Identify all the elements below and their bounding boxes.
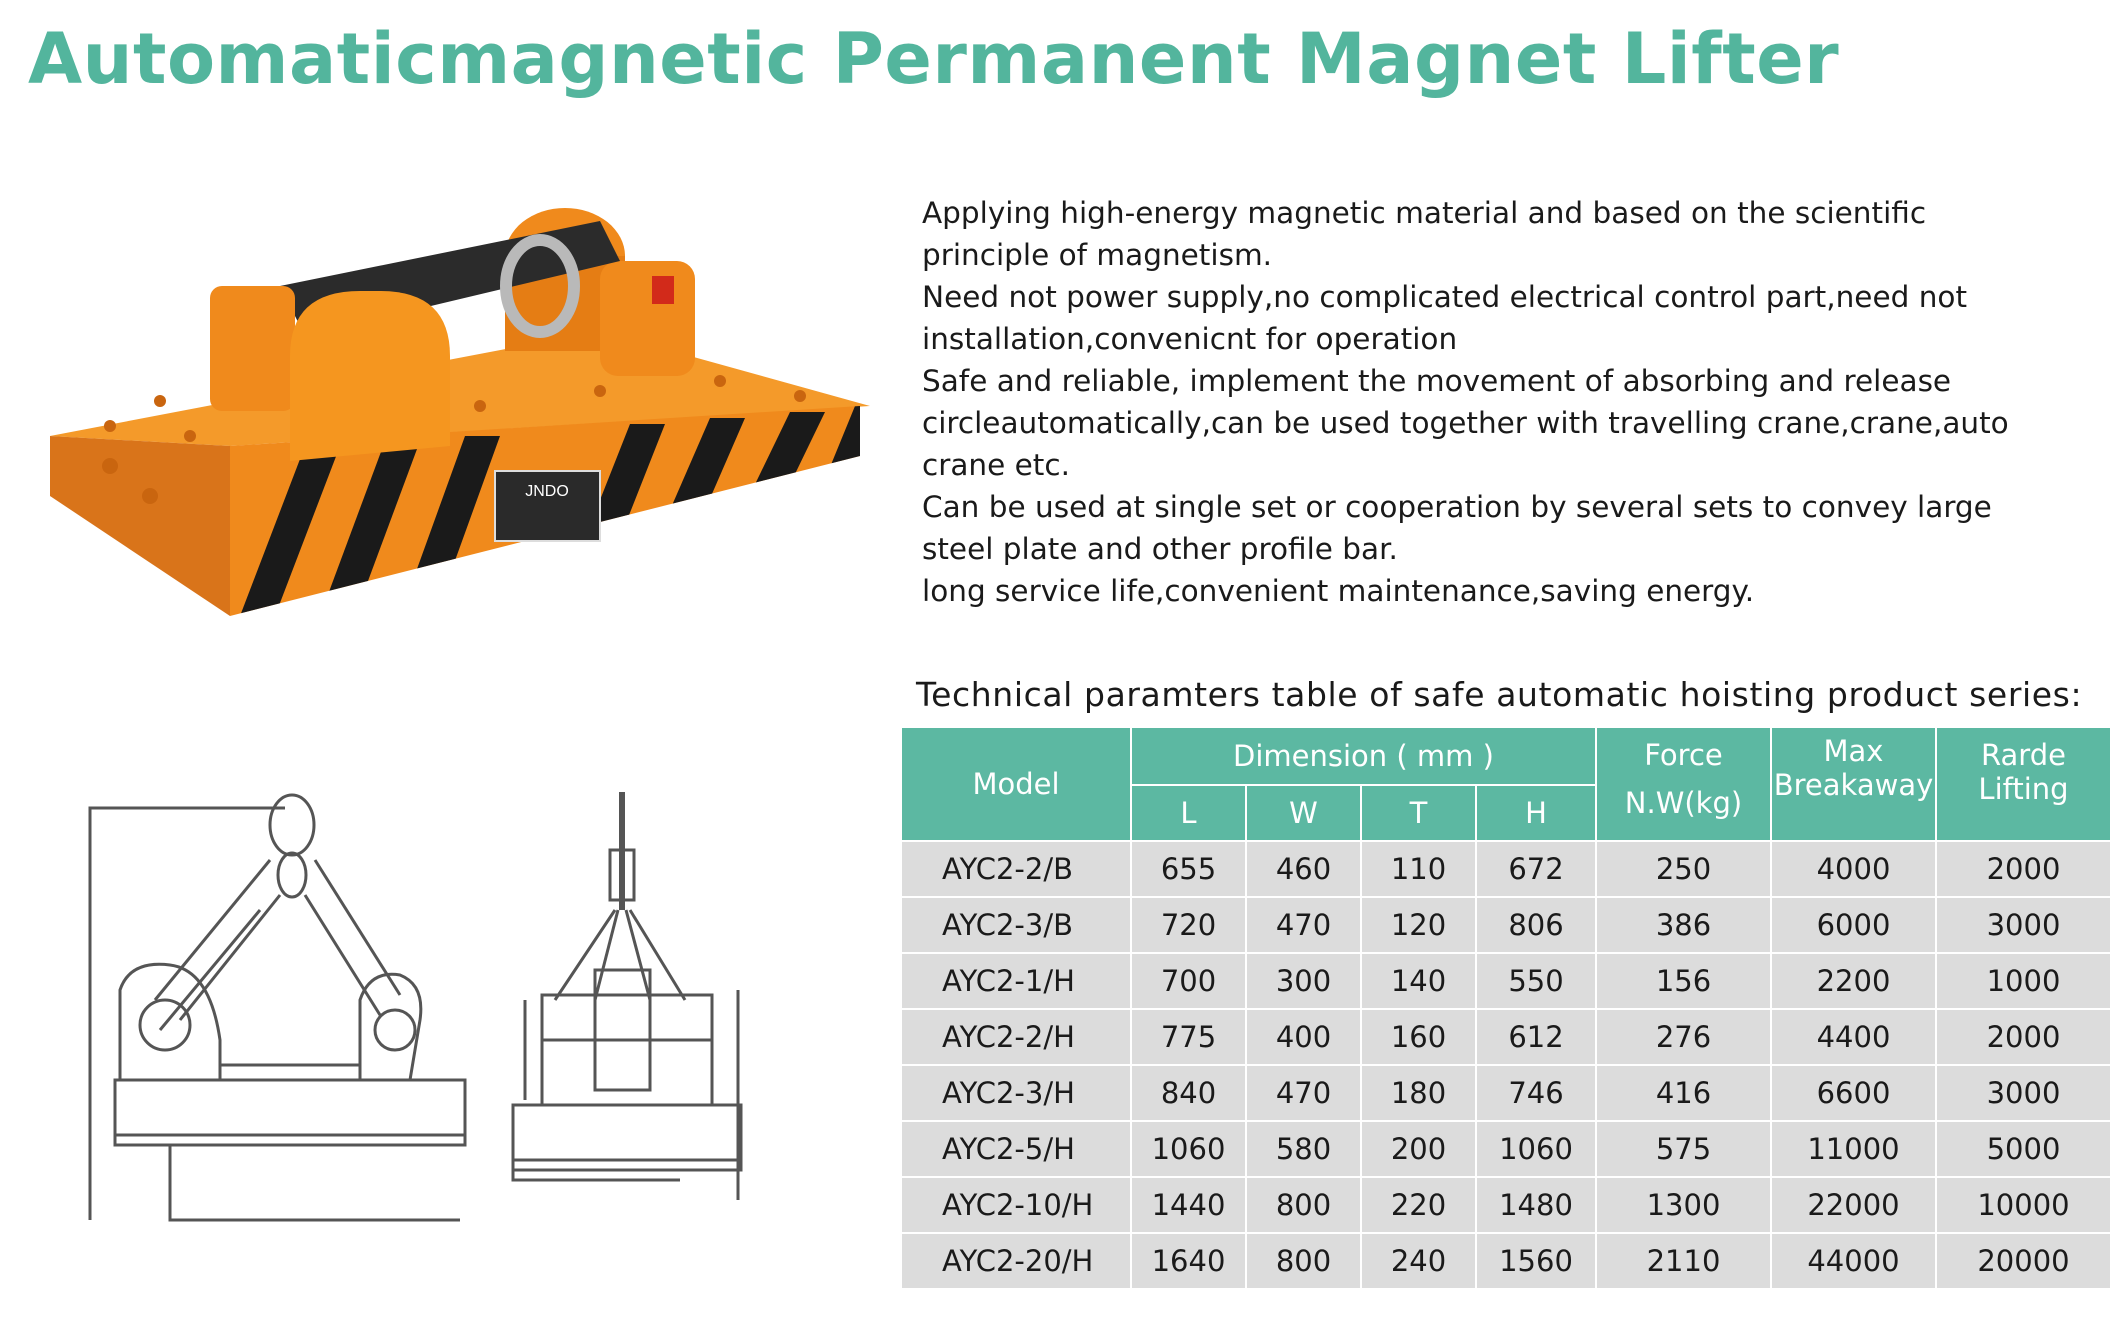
description-line: Can be used at single set or cooperation by several sets to convey large bbox=[922, 490, 1992, 524]
header-H: H bbox=[1476, 785, 1596, 841]
header-model: Model bbox=[901, 727, 1131, 841]
cell-T: 180 bbox=[1361, 1065, 1476, 1121]
description-line: Safe and reliable, implement the movement of absorbing and release bbox=[922, 364, 1952, 398]
cell-model: AYC2-20/H bbox=[901, 1233, 1131, 1289]
cell-rarde: 3000 bbox=[1936, 1065, 2111, 1121]
cell-W: 400 bbox=[1246, 1009, 1361, 1065]
cell-force: 276 bbox=[1596, 1009, 1771, 1065]
header-dimension: Dimension ( mm ) bbox=[1131, 727, 1596, 785]
cell-model: AYC2-10/H bbox=[901, 1177, 1131, 1233]
header-force bbox=[1596, 727, 1771, 841]
cell-L: 1060 bbox=[1131, 1121, 1246, 1177]
cell-H: 1480 bbox=[1476, 1177, 1596, 1233]
cell-L: 700 bbox=[1131, 953, 1246, 1009]
cell-rarde: 5000 bbox=[1936, 1121, 2111, 1177]
header-W: W bbox=[1246, 785, 1361, 841]
description-line: crane etc. bbox=[922, 448, 1070, 482]
description-line: Applying high-energy magnetic material and based on the scientific bbox=[922, 196, 1927, 230]
cell-rarde: 10000 bbox=[1936, 1177, 2111, 1233]
cell-T: 200 bbox=[1361, 1121, 1476, 1177]
cell-W: 300 bbox=[1246, 953, 1361, 1009]
left-housing bbox=[210, 286, 295, 411]
side-view-drawing bbox=[513, 792, 741, 1200]
front-drum bbox=[290, 291, 450, 461]
cell-H: 612 bbox=[1476, 1009, 1596, 1065]
cell-model: AYC2-1/H bbox=[901, 953, 1131, 1009]
cell-W: 580 bbox=[1246, 1121, 1361, 1177]
nameplate-brand: JNDO bbox=[525, 483, 569, 500]
table-row bbox=[901, 1233, 2111, 1289]
spec-table-body bbox=[901, 841, 2111, 1289]
cell-force: 386 bbox=[1596, 897, 1771, 953]
cell-W: 470 bbox=[1246, 1065, 1361, 1121]
cell-rarde: 2000 bbox=[1936, 1009, 2111, 1065]
cell-L: 1640 bbox=[1131, 1233, 1246, 1289]
table-row bbox=[901, 841, 2111, 897]
header-rarde-lifting bbox=[1936, 727, 2111, 841]
cell-rarde: 20000 bbox=[1936, 1233, 2111, 1289]
cell-T: 120 bbox=[1361, 897, 1476, 953]
cell-H: 1060 bbox=[1476, 1121, 1596, 1177]
header-force-line1: Force bbox=[1644, 738, 1723, 772]
cell-force: 416 bbox=[1596, 1065, 1771, 1121]
table-row bbox=[901, 1177, 2111, 1233]
cell-max: 11000 bbox=[1771, 1121, 1936, 1177]
header-rarde-line2: Lifting bbox=[1978, 772, 2069, 806]
technical-drawing bbox=[70, 780, 770, 1240]
header-max-line1: Max bbox=[1823, 734, 1884, 768]
cell-L: 840 bbox=[1131, 1065, 1246, 1121]
right-block bbox=[600, 261, 695, 376]
cell-model: AYC2-5/H bbox=[901, 1121, 1131, 1177]
header-force-line2: N.W(kg) bbox=[1624, 786, 1743, 820]
table-caption: Technical paramters table of safe automatic hoisting product series: bbox=[916, 675, 2083, 714]
cell-T: 110 bbox=[1361, 841, 1476, 897]
red-knob bbox=[652, 276, 674, 304]
cell-H: 550 bbox=[1476, 953, 1596, 1009]
table-row bbox=[901, 1009, 2111, 1065]
cell-W: 460 bbox=[1246, 841, 1361, 897]
cell-rarde: 1000 bbox=[1936, 953, 2111, 1009]
cell-T: 240 bbox=[1361, 1233, 1476, 1289]
cell-W: 800 bbox=[1246, 1177, 1361, 1233]
cell-T: 220 bbox=[1361, 1177, 1476, 1233]
header-row bbox=[901, 727, 2111, 785]
cell-force: 575 bbox=[1596, 1121, 1771, 1177]
cell-model: AYC2-2/B bbox=[901, 841, 1131, 897]
description bbox=[922, 192, 2022, 612]
cell-T: 160 bbox=[1361, 1009, 1476, 1065]
cell-max: 6600 bbox=[1771, 1065, 1936, 1121]
description-line: steel plate and other profile bar. bbox=[922, 532, 1398, 566]
description-line: circleautomatically,can be used together with travelling crane,crane,auto bbox=[922, 406, 2009, 440]
cell-T: 140 bbox=[1361, 953, 1476, 1009]
table-row bbox=[901, 1121, 2111, 1177]
description-line: Need not power supply,no complicated electrical control part,need not bbox=[922, 280, 1968, 314]
header-T: T bbox=[1361, 785, 1476, 841]
cell-rarde: 2000 bbox=[1936, 841, 2111, 897]
cell-max: 4000 bbox=[1771, 841, 1936, 897]
cell-max: 4400 bbox=[1771, 1009, 1936, 1065]
description-line: principle of magnetism. bbox=[922, 238, 1273, 272]
cell-force: 156 bbox=[1596, 953, 1771, 1009]
cell-W: 800 bbox=[1246, 1233, 1361, 1289]
cell-L: 1440 bbox=[1131, 1177, 1246, 1233]
cell-H: 672 bbox=[1476, 841, 1596, 897]
cell-H: 1560 bbox=[1476, 1233, 1596, 1289]
cell-force: 1300 bbox=[1596, 1177, 1771, 1233]
cell-rarde: 3000 bbox=[1936, 897, 2111, 953]
header-L: L bbox=[1131, 785, 1246, 841]
cell-max: 22000 bbox=[1771, 1177, 1936, 1233]
description-line: long service life,convenient maintenance,saving energy. bbox=[922, 574, 1755, 608]
cell-W: 470 bbox=[1246, 897, 1361, 953]
cell-H: 806 bbox=[1476, 897, 1596, 953]
cell-L: 775 bbox=[1131, 1009, 1246, 1065]
header-rarde-line1: Rarde bbox=[1981, 738, 2066, 772]
cell-force: 2110 bbox=[1596, 1233, 1771, 1289]
header-max-breakaway bbox=[1771, 727, 1936, 841]
nameplate bbox=[495, 471, 600, 541]
cell-max: 6000 bbox=[1771, 897, 1936, 953]
cell-max: 2200 bbox=[1771, 953, 1936, 1009]
cell-force: 250 bbox=[1596, 841, 1771, 897]
cell-model: AYC2-3/H bbox=[901, 1065, 1131, 1121]
header-max-line2: Breakaway bbox=[1773, 768, 1934, 802]
table-row bbox=[901, 953, 2111, 1009]
cell-model: AYC2-3/B bbox=[901, 897, 1131, 953]
cell-max: 44000 bbox=[1771, 1233, 1936, 1289]
page-title: Automaticmagnetic Permanent Magnet Lifter bbox=[28, 18, 1840, 100]
product-photo bbox=[40, 196, 870, 636]
cell-L: 655 bbox=[1131, 841, 1246, 897]
table-row bbox=[901, 897, 2111, 953]
front-view-drawing bbox=[90, 795, 465, 1220]
cell-L: 720 bbox=[1131, 897, 1246, 953]
cell-model: AYC2-2/H bbox=[901, 1009, 1131, 1065]
description-line: installation,convenicnt for operation bbox=[922, 322, 1458, 356]
base-left-side bbox=[50, 436, 230, 616]
table-row bbox=[901, 1065, 2111, 1121]
cell-H: 746 bbox=[1476, 1065, 1596, 1121]
spec-table bbox=[900, 726, 2112, 1290]
